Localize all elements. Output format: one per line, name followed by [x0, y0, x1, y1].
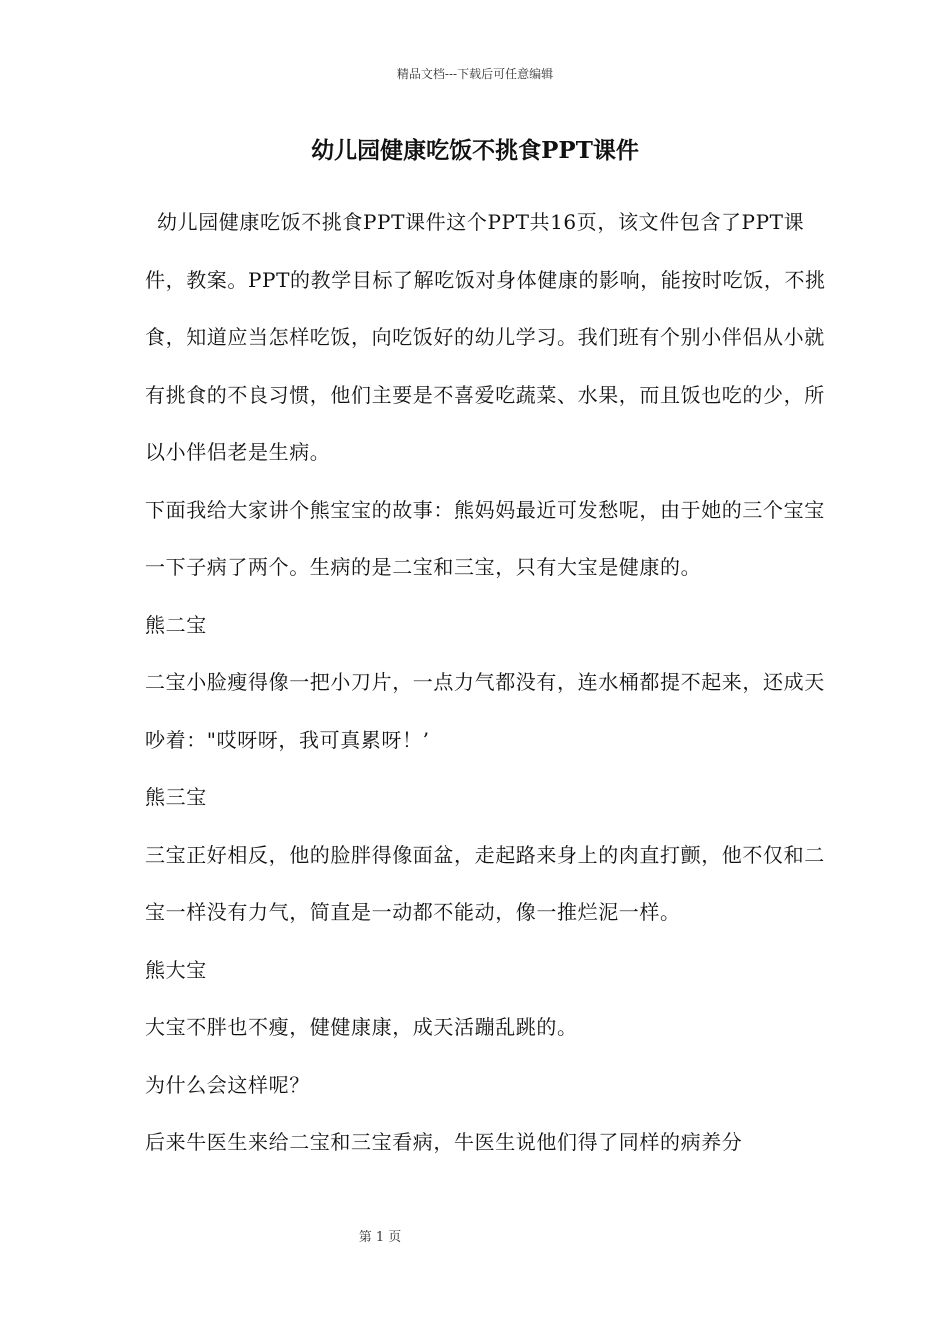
document-body [145, 194, 835, 1172]
section-heading-bear-third: 熊三宝 [145, 785, 207, 809]
paragraph-bear-first: 大宝不胖也不瘦，健健康康，成天活蹦乱跳的。 [145, 1015, 578, 1039]
page-header: 精品文档---下载后可任意编辑 [396, 67, 554, 81]
document-title: 幼儿园健康吃饭不挑食PPT课件 [311, 137, 639, 164]
page-number: 第 1 页 [358, 1230, 402, 1245]
paragraph-story-intro: 下面我给大家讲个熊宝宝的故事：熊妈妈最近可发愁呢，由于她的三个宝宝一下子病了两个。生病的是二宝和三宝，只有大宝是健康的。 [145, 497, 825, 579]
paragraph-intro: 幼儿园健康吃饭不挑食PPT课件这个PPT共16页，该文件包含了PPT课件，教案。PPT的教学目标了解吃饭对身体健康的影响，能按时吃饭，不挑食，知道应当怎样吃饭，向吃饭好的幼儿学习。我们班有个别小伴侣从小就有挑食的不良习惯，他们主要是不喜爱吃蔬菜、水果，而且饭也吃的少，所以小伴侣老是生病。 [145, 210, 826, 464]
paragraph-doctor: 后来牛医生来给二宝和三宝看病，牛医生说他们得了同样的病养分 [145, 1130, 743, 1154]
paragraph-bear-third: 三宝正好相反，他的脸胖得像面盆，走起路来身上的肉直打颤，他不仅和二宝一样没有力气，简直是一动都不能动，像一推烂泥一样。 [145, 842, 825, 924]
paragraph-question: 为什么会这样呢？ [145, 1072, 310, 1097]
section-heading-bear-first: 熊大宝 [145, 957, 207, 982]
section-heading-bear-second: 熊二宝 [145, 612, 207, 637]
paragraph-bear-second: 二宝小脸瘦得像一把小刀片，一点力气都没有，连水桶都提不起来，还成天吵着："哎呀呀，我可真累呀！’ [145, 670, 825, 752]
